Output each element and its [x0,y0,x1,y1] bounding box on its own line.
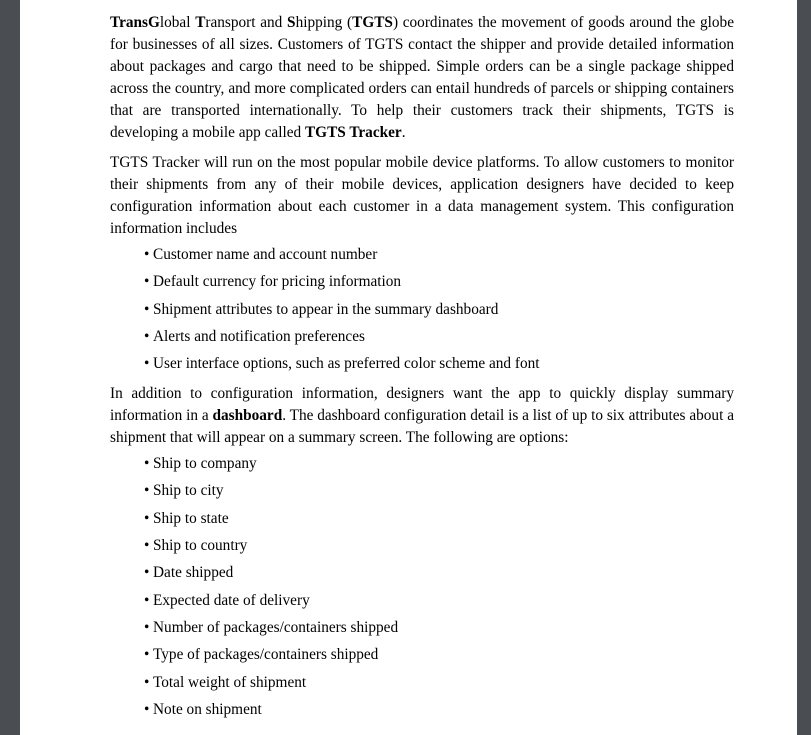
config-paragraph: TGTS Tracker will run on the most popular mobile device platforms. To allow customers to monitor their shipments from any of their mobile devices, application designers have decided to keep configuration information about each customer in a data management system. This configuration information includes [110,154,734,237]
viewer-right-gutter [797,0,811,735]
dashboard-paragraph: In addition to configuration information, designers want the app to quickly display summary information in a dashboard. The dashboard configuration detail is a list of up to six attributes about a shipment that will appear on a summary screen. The following are options: [110,385,734,447]
list-item: • Ship to state [144,508,734,530]
list-item: • Ship to city [144,480,734,502]
company-acronym: TGTS [352,14,393,31]
list-item: • Total weight of shipment [144,672,734,694]
intro-paragraph: TransGlobal Transport and Shipping (TGTS) coordinates the movement of goods around the globe for businesses of all sizes. Customers of TGTS contact the shipper and provide detailed information about packages and cargo that need to be shipped. Simple orders can be a single package shipped across the country, and more complicated orders can entail hundreds of parcels or shipping containers that are transported internationally. To help their customers track their shipments, TGTS is developing a mobile app called TGTS Tracker. [110,14,734,141]
page-content [110,12,734,729]
viewer-left-gutter [0,0,20,735]
app-name: TGTS Tracker [304,124,402,141]
list-item: • Type of packages/containers shipped [144,644,734,666]
dashboard-term: dashboard [212,407,283,425]
list-item: • Customer name and account number [144,244,734,266]
document-page [20,0,797,735]
list-item: • Ship to company [144,453,734,475]
list-item: • Shipment attributes to appear in the summary dashboard [144,299,734,321]
config-list [110,244,734,375]
list-item: • Default currency for pricing information [144,271,734,293]
list-item: • User interface options, such as preferred color scheme and font [144,353,734,375]
list-item: • Note on shipment [144,699,734,721]
list-item: • Expected date of delivery [144,590,734,612]
list-item: • Ship to country [144,535,734,557]
list-item: • Alerts and notification preferences [144,326,734,348]
list-item: • Number of packages/containers shipped [144,617,734,639]
list-item: • Date shipped [144,562,734,584]
dashboard-options-list [110,453,734,721]
